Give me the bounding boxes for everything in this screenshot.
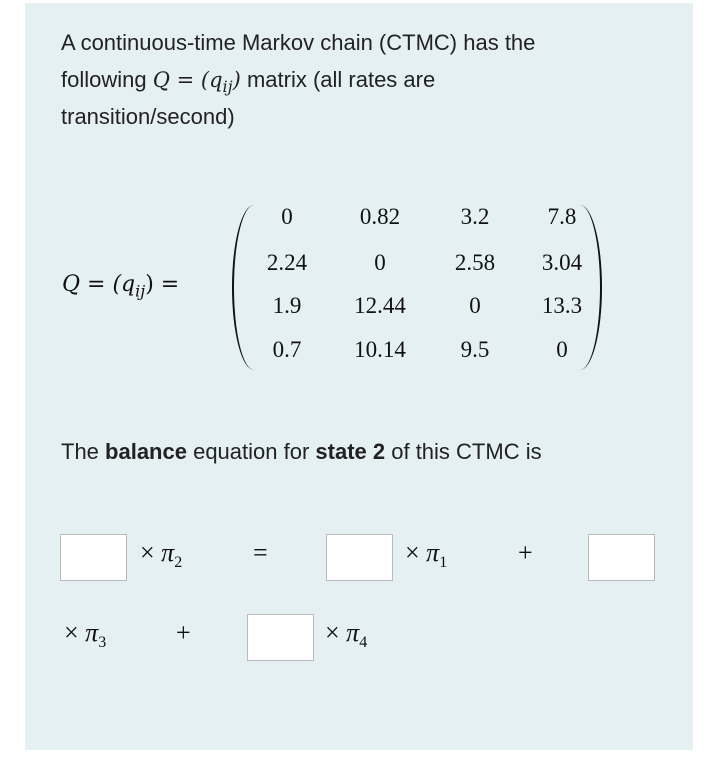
q-bold-balance: balance bbox=[105, 439, 187, 464]
matrix-cell: 0 bbox=[281, 204, 293, 229]
q-sub: ij bbox=[222, 77, 233, 97]
matrix-label-text: Q = (q bbox=[62, 272, 136, 297]
matrix-cell: 7.8 bbox=[547, 204, 577, 229]
pi: π bbox=[161, 538, 175, 567]
sub: 3 bbox=[98, 634, 107, 652]
matrix-cell: 1.9 bbox=[272, 293, 302, 318]
matrix-cell: 0.82 bbox=[359, 204, 401, 229]
q-math-text: Q = (q bbox=[152, 68, 223, 92]
sub: 2 bbox=[174, 554, 183, 572]
sub: 4 bbox=[359, 634, 368, 652]
matrix-cell: 10.14 bbox=[354, 337, 406, 362]
intro-text-post: matrix (all rates are bbox=[246, 67, 436, 92]
equals-sign: = bbox=[253, 538, 268, 567]
term-pi4 bbox=[325, 618, 367, 652]
intro-line-1: A continuous-time Markov chain (CTMC) has the bbox=[61, 30, 536, 55]
matrix-cell: 2.24 bbox=[266, 250, 308, 275]
q-mid: equation for bbox=[186, 439, 316, 464]
intro-text: following bbox=[61, 67, 147, 92]
matrix-cell: 12.44 bbox=[354, 293, 406, 318]
q-close: ) bbox=[232, 68, 241, 92]
coefficient-pi3-input[interactable] bbox=[588, 534, 655, 581]
matrix-label-sub: ij bbox=[135, 281, 146, 301]
matrix-cell: 0 bbox=[556, 337, 568, 362]
term-pi2 bbox=[140, 538, 182, 572]
pi: π bbox=[346, 618, 360, 647]
times: × bbox=[64, 618, 79, 647]
matrix-cell: 2.58 bbox=[454, 250, 496, 275]
pi: π bbox=[426, 538, 440, 567]
matrix-label-close: ) = bbox=[145, 272, 180, 297]
matrix-cell: 3.2 bbox=[460, 204, 490, 229]
q-bold-state: state 2 bbox=[315, 439, 386, 464]
matrix-cell: 13.3 bbox=[541, 293, 583, 318]
times: × bbox=[325, 618, 340, 647]
pi: π bbox=[85, 618, 99, 647]
term-pi3 bbox=[64, 618, 106, 652]
times: × bbox=[140, 538, 155, 567]
q-pre: The bbox=[61, 439, 106, 464]
plus-sign: + bbox=[176, 618, 191, 647]
plus-sign: + bbox=[518, 538, 533, 567]
question-text bbox=[61, 433, 542, 470]
matrix-cell: 0 bbox=[374, 250, 386, 275]
coefficient-pi4-input[interactable] bbox=[247, 614, 314, 661]
matrix-cell: 0.7 bbox=[272, 337, 302, 362]
q-math bbox=[152, 68, 241, 97]
matrix-cell: 0 bbox=[469, 293, 481, 318]
intro-line-3: transition/second) bbox=[61, 104, 235, 129]
times: × bbox=[405, 538, 420, 567]
coefficient-pi2-input[interactable] bbox=[60, 534, 127, 581]
matrix-cell: 9.5 bbox=[460, 337, 490, 362]
coefficient-pi1-input[interactable] bbox=[326, 534, 393, 581]
matrix-cell: 3.04 bbox=[541, 250, 583, 275]
q-post: of this CTMC is bbox=[385, 439, 542, 464]
matrix-label bbox=[62, 272, 179, 300]
sub: 1 bbox=[439, 554, 448, 572]
term-pi1 bbox=[405, 538, 447, 572]
